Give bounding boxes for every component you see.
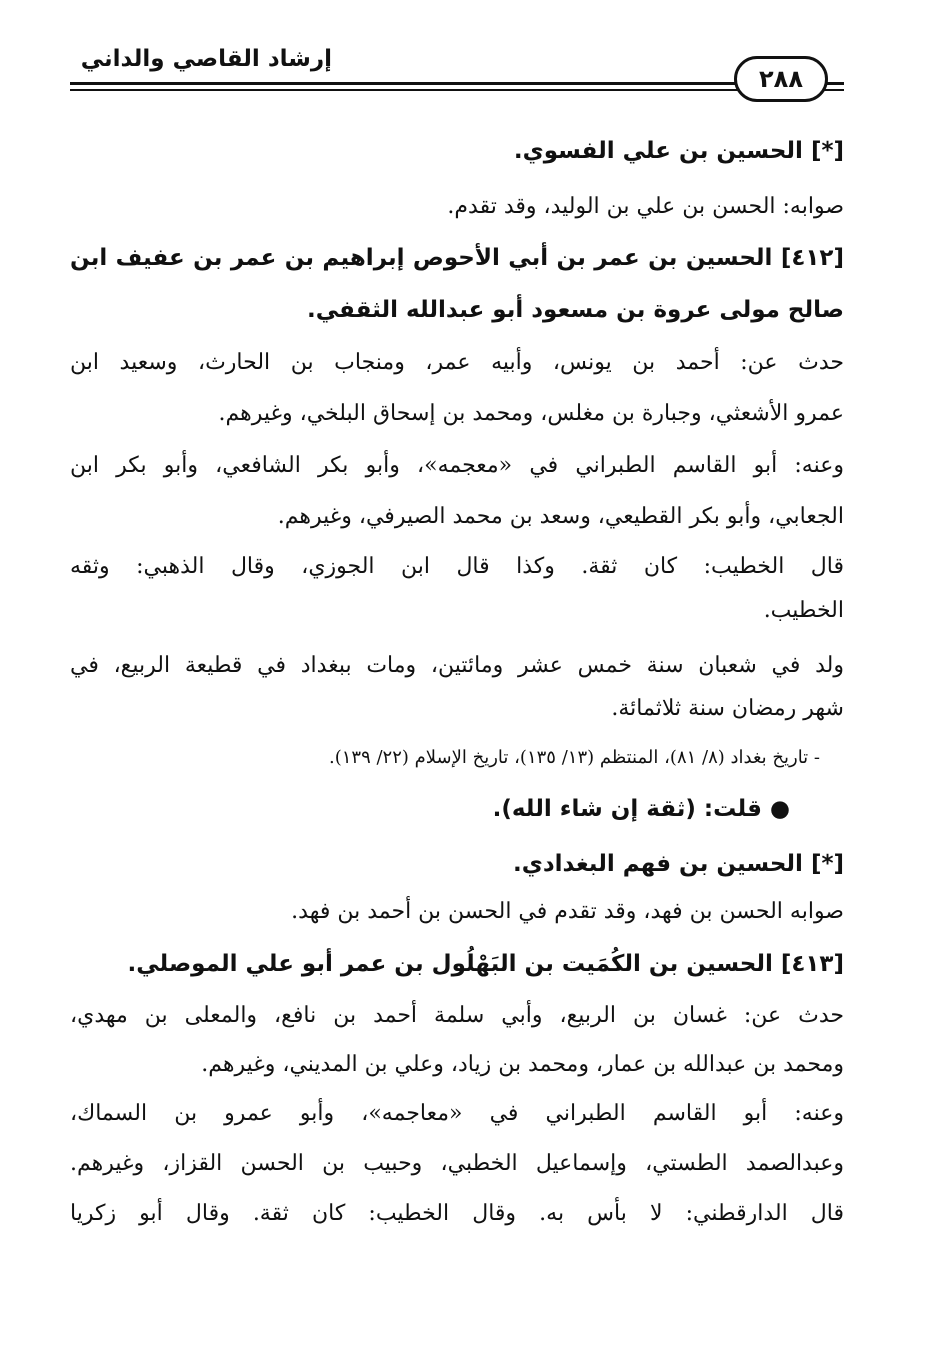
text-line: قال الخطيب: كان ثقة. وكذا قال ابن الجوزي، وقال الذهبي: وثقه	[70, 554, 844, 579]
header-rule-thick	[70, 82, 844, 85]
text-line: الخطيب.	[763, 598, 844, 623]
reference-line: - تاريخ بغداد (٨/ ٨١)، المنتظم (١٣/ ١٣٥)، تاريخ الإسلام (٢٢/ ١٣٩).	[328, 747, 820, 768]
text-line: ومحمد بن عبدالله بن عمار، ومحمد بن زياد، وعلي بن المديني، وغيرهم.	[201, 1052, 844, 1077]
entry-heading: [*] الحسين بن فهم البغدادي.	[513, 851, 844, 877]
page-header	[70, 44, 844, 100]
text-line: حدث عن: أحمد بن يونس، وأبيه عمر، ومنجاب بن الحارث، وسعيد ابن	[70, 350, 844, 375]
text-line: شهر رمضان سنة ثلاثمائة.	[611, 696, 844, 721]
text-line: وعبدالصمد الطستي، وإسماعيل الخطبي، وحبيب بن الحسن القزاز، وغيرهم.	[70, 1151, 844, 1176]
text-line: حدث عن: غسان بن الربيع، وأبي سلمة أحمد بن نافع، والمعلى بن مهدي،	[70, 1003, 844, 1028]
page-number: ٢٨٨	[734, 56, 828, 102]
text-line: وعنه: أبو القاسم الطبراني في «معاجمه»، وأبو عمرو بن السماك،	[70, 1101, 844, 1126]
text-line: عمرو الأشعثي، وجبارة بن مغلس، ومحمد بن إسحاق البلخي، وغيرهم.	[218, 401, 844, 426]
text-line: الجعابي، وأبو بكر القطيعي، وسعد بن محمد الصيرفي، وغيرهم.	[277, 504, 844, 529]
text-line: وعنه: أبو القاسم الطبراني في «معجمه»، وأبو بكر الشافعي، وأبو بكر ابن	[70, 453, 844, 478]
header-rule-thin	[70, 89, 844, 91]
entry-heading: [*] الحسين بن علي الفسوي.	[513, 138, 844, 164]
text-line: قال الدارقطني: لا بأس به. وقال الخطيب: كان ثقة. وقال أبو زكريا	[70, 1201, 844, 1226]
entry-heading: صالح مولى عروة بن مسعود أبو عبدالله الثقفي.	[307, 297, 844, 323]
entry-heading: [٤١٣] الحسين بن الكُمَيت بن البَهْلُول بن عمر أبو علي الموصلي.	[127, 951, 844, 977]
entry-heading: [٤١٢] الحسين بن عمر بن أبي الأحوص إبراهيم بن عمر بن عفيف ابن	[70, 245, 844, 271]
text-line: ولد في شعبان سنة خمس عشر ومائتين، ومات ببغداد في قطيعة الربيع، في	[70, 653, 844, 678]
text-line: صوابه الحسن بن فهد، وقد تقدم في الحسن بن أحمد بن فهد.	[291, 899, 844, 924]
text-line: صوابه: الحسن بن علي بن الوليد، وقد تقدم.	[447, 194, 844, 219]
running-title: إرشاد القاصي والداني	[80, 46, 332, 72]
verdict-line: ● قلت: (ثقة إن شاء الله).	[492, 796, 790, 822]
